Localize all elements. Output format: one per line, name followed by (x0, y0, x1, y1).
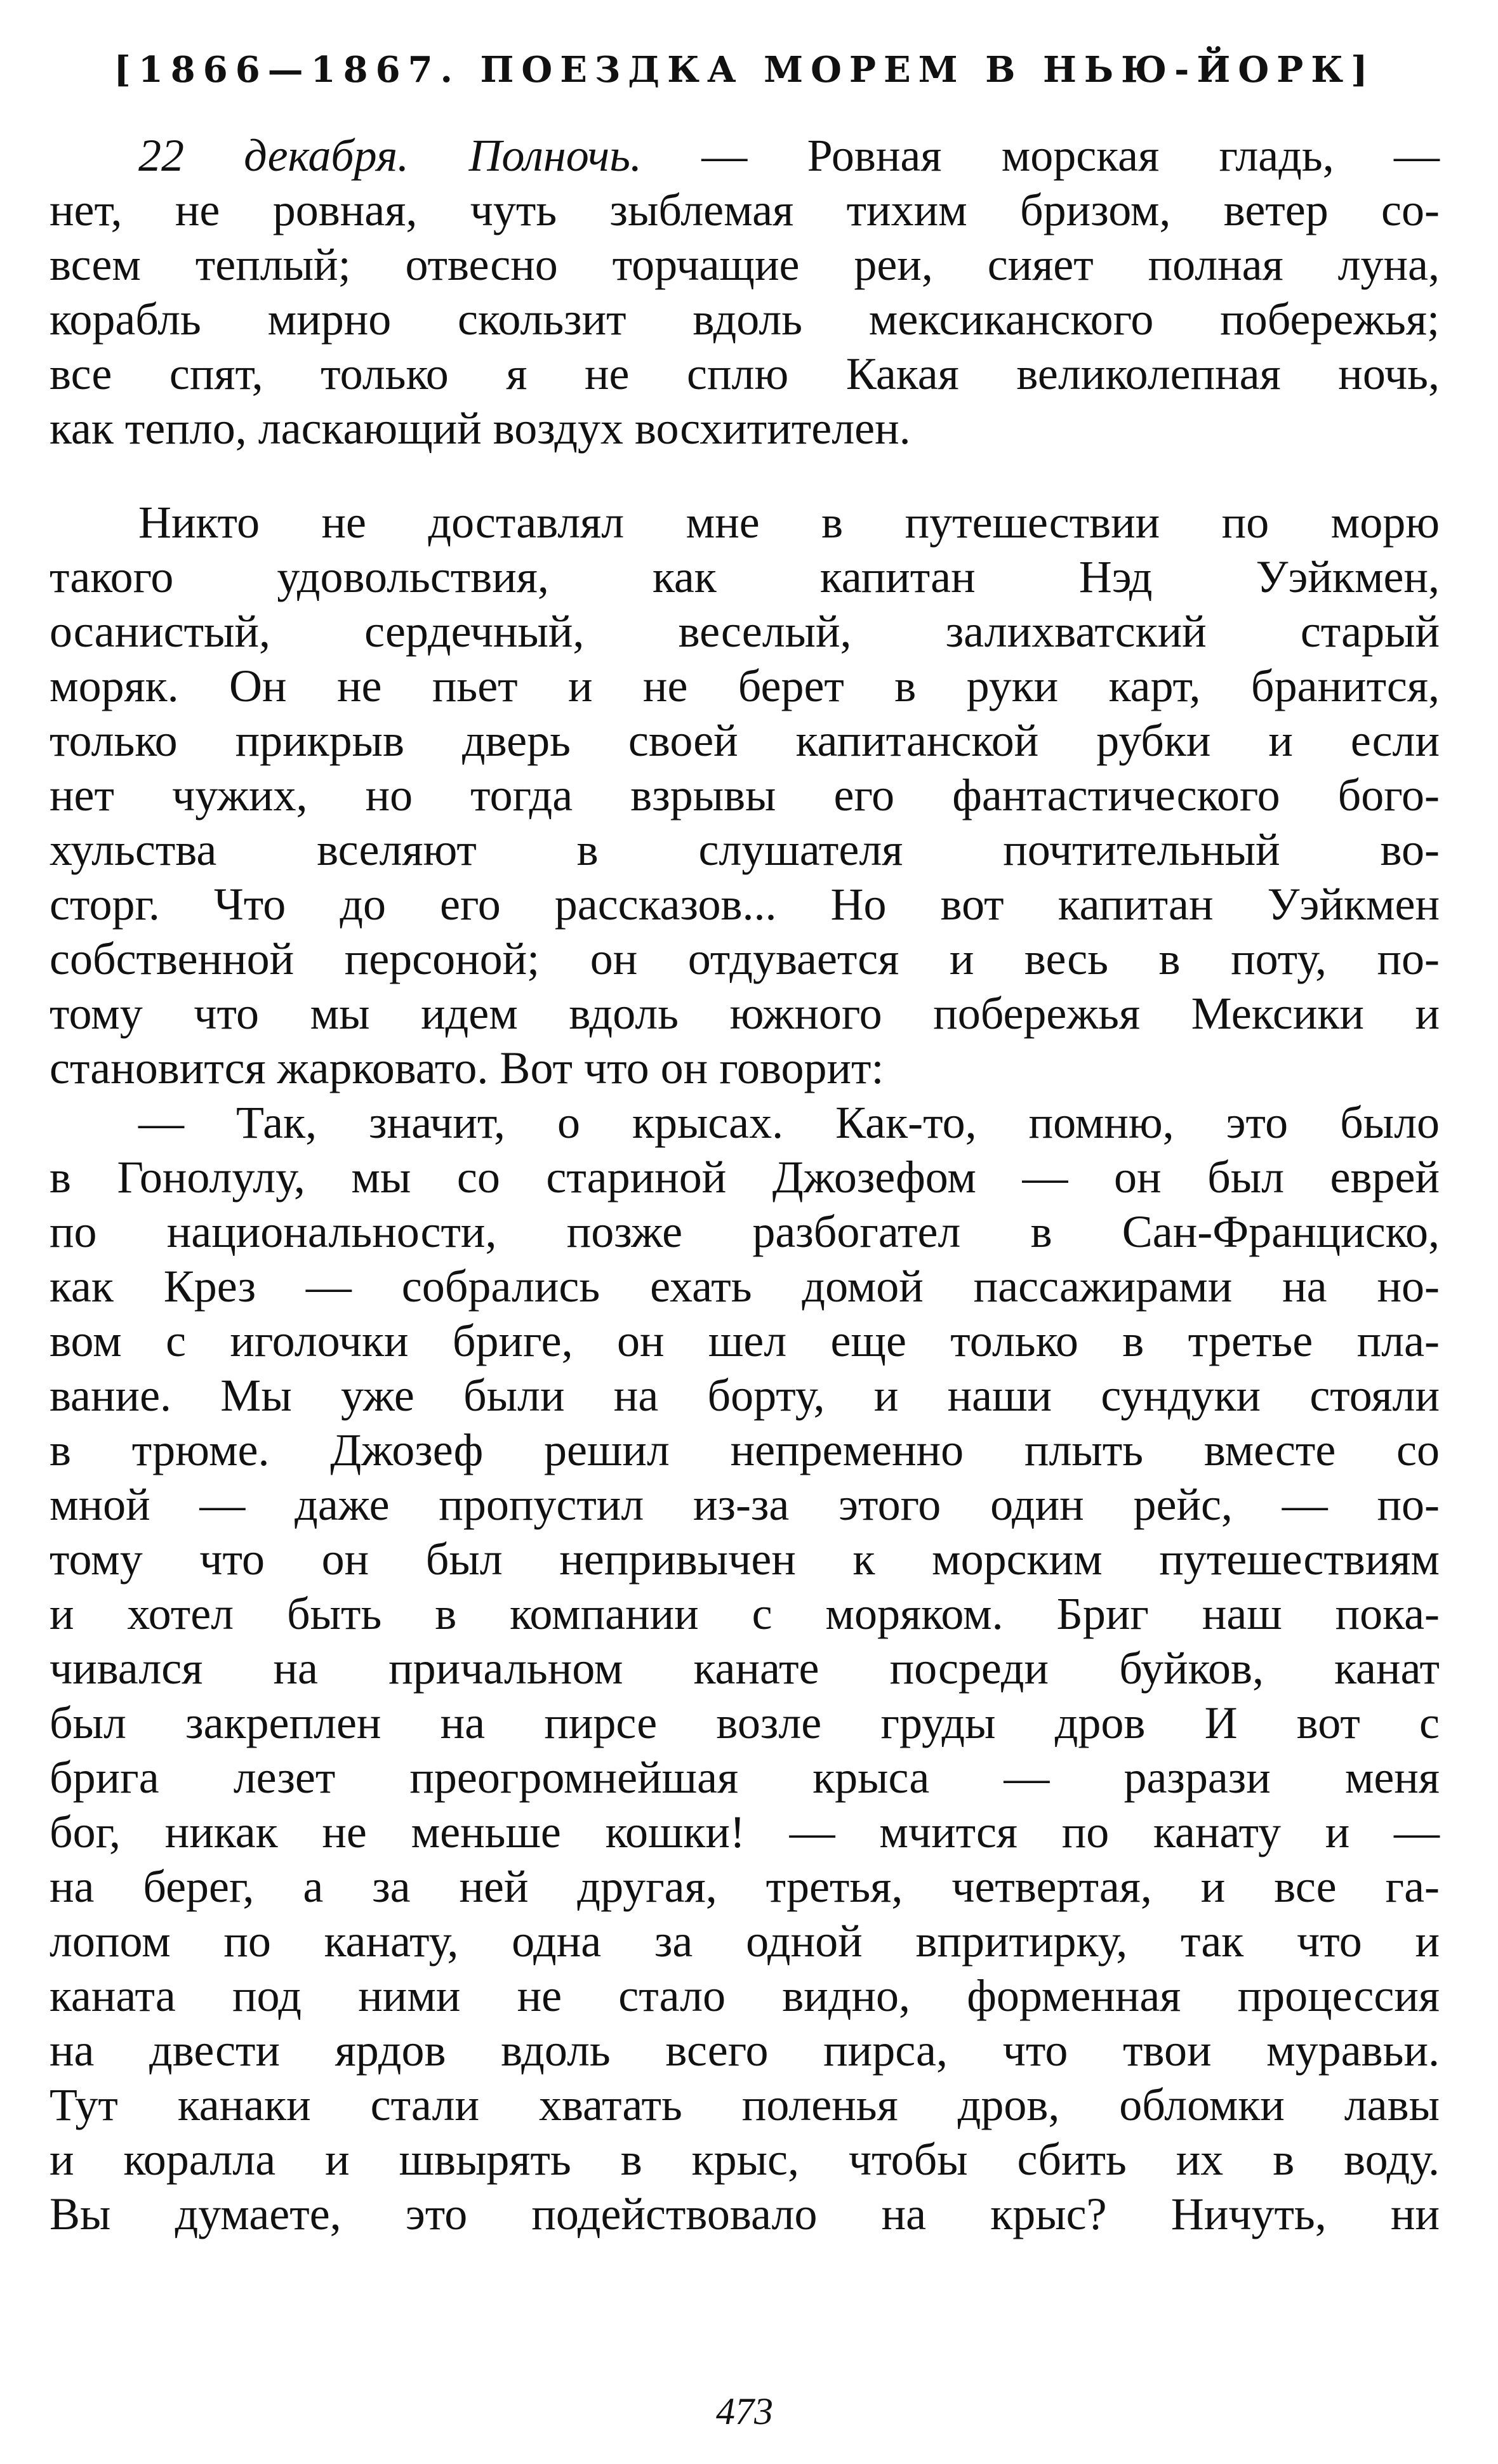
text-line: на двести ярдов вдоль всего пирса, что твои муравьи. (50, 2025, 1440, 2076)
text-line: нет, не ровная, чуть зыблемая тихим бризом, ветер со- (50, 185, 1440, 235)
text-line: собственной персоной; он отдувается и весь в поту, по- (50, 933, 1440, 984)
text-line: тому что мы идем вдоль южного побережья Мексики и (50, 988, 1440, 1039)
text-line: корабль мирно скользит вдоль мексиканского побережья; (50, 294, 1440, 345)
text-line: бог, никак не меньше кошки! — мчится по канату и — (50, 1807, 1440, 1857)
text-line: и хотел быть в компании с моряком. Бриг наш пока- (50, 1588, 1440, 1639)
text-line: хульства вселяют в слушателя почтительный во- (50, 824, 1440, 875)
text-line: Тут канаки стали хватать поленья дров, обломки лавы (50, 2079, 1440, 2130)
text-line: на берег, а за ней другая, третья, четвертая, и все га- (50, 1861, 1440, 1912)
paragraph-rats-story (50, 1095, 1440, 2241)
text-line: Вы думаете, это подействовало на крыс? Ничуть, ни (50, 2189, 1440, 2239)
text-line: вом с иголочки бриге, он шел еще только в третье пла- (50, 1315, 1440, 1366)
text-line: только прикрыв дверь своей капитанской рубки и если (50, 715, 1440, 766)
paragraph-gap (50, 456, 1440, 495)
text-line: — Так, значит, о крысах. Как-то, помню, это было (138, 1097, 1440, 1148)
page-number: 473 (716, 2390, 773, 2432)
text-line: в трюме. Джозеф решил непременно плыть вместе со (50, 1425, 1440, 1475)
book-page (50, 38, 1440, 2437)
text-line: и коралла и швырять в крыс, чтобы сбить их в воду. (50, 2134, 1440, 2185)
text-line: тому что он был непривычен к морским путешествиям (50, 1534, 1440, 1584)
text-line: как тепло, ласкающий воздух восхитителен. (50, 403, 911, 454)
paragraph-diary-entry (50, 128, 1440, 456)
text-line: как Крез — собрались ехать домой пассажирами на но- (50, 1261, 1440, 1312)
text-line: становится жарковато. Вот что он говорит: (50, 1043, 884, 1093)
text-line: в Гонолулу, мы со стариной Джозефом — он был еврей (50, 1152, 1440, 1202)
text-line: всем теплый; отвесно торчащие реи, сияет полная луна, (50, 239, 1440, 290)
text-line: все спят, только я не сплю Какая великолепная ночь, (50, 348, 1440, 399)
chapter-heading: [1866—1867. ПОЕЗДКА МОРЕМ В НЬЮ-ЙОРК] (114, 49, 1375, 91)
text-line: 22 декабря. Полночь. — Ровная морская гладь, — (138, 130, 1440, 181)
text-line: чивался на причальном канате посреди буйков, канат (50, 1643, 1440, 1694)
text-line: сторг. Что до его рассказов... Но вот капитан Уэйкмен (50, 879, 1440, 930)
text-line: нет чужих, но тогда взрывы его фантастического бого- (50, 770, 1440, 820)
text-line: лопом по канату, одна за одной впритирку, так что и (50, 1916, 1440, 1967)
text-line: каната под ними не стало видно, форменная процессия (50, 1970, 1440, 2021)
text-line: по национальности, позже разбогател в Сан-Франциско, (50, 1206, 1440, 1257)
text-line: Никто не доставлял мне в путешествии по морю (138, 497, 1440, 548)
text-line: такого удовольствия, как капитан Нэд Уэйкмен, (50, 551, 1440, 602)
paragraph-captain (50, 495, 1440, 1095)
entry-date: 22 декабря. Полночь. (138, 130, 642, 181)
text-line: моряк. Он не пьет и не берет в руки карт, бранится, (50, 661, 1440, 711)
text-line: брига лезет преогромнейшая крыса — разрази меня (50, 1752, 1440, 1803)
text-line: мной — даже пропустил из-за этого один рейс, — по- (50, 1479, 1440, 1530)
text-line: осанистый, сердечный, веселый, залихватский старый (50, 606, 1440, 657)
text-line: был закреплен на пирсе возле груды дров И вот с (50, 1697, 1440, 1748)
text-line: вание. Мы уже были на борту, и наши сундуки стояли (50, 1370, 1440, 1421)
